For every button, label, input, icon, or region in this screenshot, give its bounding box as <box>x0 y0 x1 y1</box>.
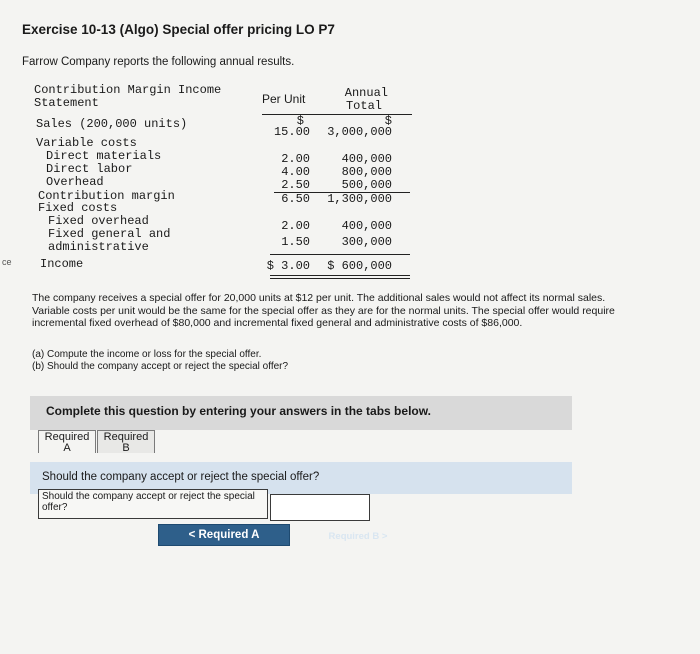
question-b: (b) Should the company accept or reject the special offer? <box>32 361 289 372</box>
sales-total: 3,000,000 <box>327 125 392 139</box>
fixed-costs-label: Fixed costs <box>38 201 118 215</box>
prev-required-a-button[interactable] <box>158 524 290 546</box>
fixed-ga-label-line1: Fixed general and <box>48 227 171 241</box>
fixed-overhead-total: 400,000 <box>341 219 392 233</box>
instruction-text: Complete this question by entering your answers in the tabs below. <box>46 404 431 418</box>
overhead-total: 500,000 <box>341 178 392 192</box>
overhead-unit: 2.50 <box>281 178 310 192</box>
variable-costs-label: Variable costs <box>36 136 137 150</box>
special-offer-paragraph: The company receives a special offer for 20,000 units at $12 per unit. The additional sales would not affect its normal sales. Variable costs per unit would be the same for the special offer as they are for the normal units. The special offer would require incremental fixed overhead of $80,000 and incremental fixed general and administrative costs of $86,000. <box>32 292 615 329</box>
fixed-ga-total: 300,000 <box>341 235 392 249</box>
direct-labor-unit: 4.00 <box>281 165 310 179</box>
intro-text: Farrow Company reports the following annual results. <box>22 56 295 68</box>
question-prompt: Should the company accept or reject the special offer? <box>42 471 320 483</box>
sales-total-currency: $ <box>384 114 392 128</box>
question-a: (a) Compute the income or loss for the special offer. <box>32 349 262 360</box>
side-mark: ce <box>2 257 12 267</box>
fixed-ga-label-line2: administrative <box>48 240 149 254</box>
income-double-rule-top <box>270 275 410 276</box>
accept-reject-input[interactable] <box>270 494 370 521</box>
question-list <box>32 349 288 373</box>
next-button-label: Required B <box>328 531 380 542</box>
tab-b-line1: Required <box>103 431 149 443</box>
next-required-b-button[interactable] <box>306 528 410 546</box>
sales-unit: 15.00 <box>273 125 310 139</box>
fixed-rule <box>270 254 410 255</box>
chevron-left-icon: < <box>188 529 196 541</box>
overhead-label: Overhead <box>46 175 104 189</box>
cm-total: 1,300,000 <box>327 192 392 206</box>
tab-b-line2: B <box>122 442 130 454</box>
income-statement <box>34 84 406 280</box>
income-total: $ 600,000 <box>327 259 392 273</box>
col-per-unit-header: Per Unit <box>262 92 306 106</box>
chevron-right-icon: > <box>381 531 388 542</box>
income-label: Income <box>40 257 84 271</box>
answer-label: Should the company accept or reject the special offer? <box>38 489 268 519</box>
sales-label: Sales (200,000 units) <box>36 117 188 131</box>
exercise-title: Exercise 10-13 (Algo) Special offer pricing LO P7 <box>22 22 335 37</box>
direct-labor-total: 800,000 <box>341 165 392 179</box>
statement-title-line2: Statement <box>34 96 99 110</box>
direct-materials-unit: 2.00 <box>281 152 310 166</box>
cm-unit: 6.50 <box>281 192 310 206</box>
income-double-rule-bottom <box>270 278 410 279</box>
direct-labor-label: Direct labor <box>46 162 133 176</box>
direct-materials-label: Direct materials <box>46 149 162 163</box>
tab-a-line2: A <box>63 442 71 454</box>
tab-required-b[interactable] <box>97 430 155 453</box>
tab-required-a[interactable] <box>38 430 96 453</box>
income-unit: $ 3.00 <box>266 259 310 273</box>
prev-button-label: Required A <box>198 529 260 541</box>
col-annual-header-line2: Total <box>345 99 382 113</box>
fixed-ga-unit: 1.50 <box>281 235 310 249</box>
instruction-banner <box>30 396 572 430</box>
cm-label: Contribution margin <box>38 189 175 203</box>
statement-title-line1: Contribution Margin Income <box>34 83 222 97</box>
tab-a-line1: Required <box>44 431 90 443</box>
direct-materials-total: 400,000 <box>341 152 392 166</box>
fixed-overhead-label: Fixed overhead <box>48 214 149 228</box>
fixed-overhead-unit: 2.00 <box>281 219 310 233</box>
sales-unit-currency: $ <box>296 114 304 128</box>
col-annual-header-line1: Annual <box>344 86 388 100</box>
